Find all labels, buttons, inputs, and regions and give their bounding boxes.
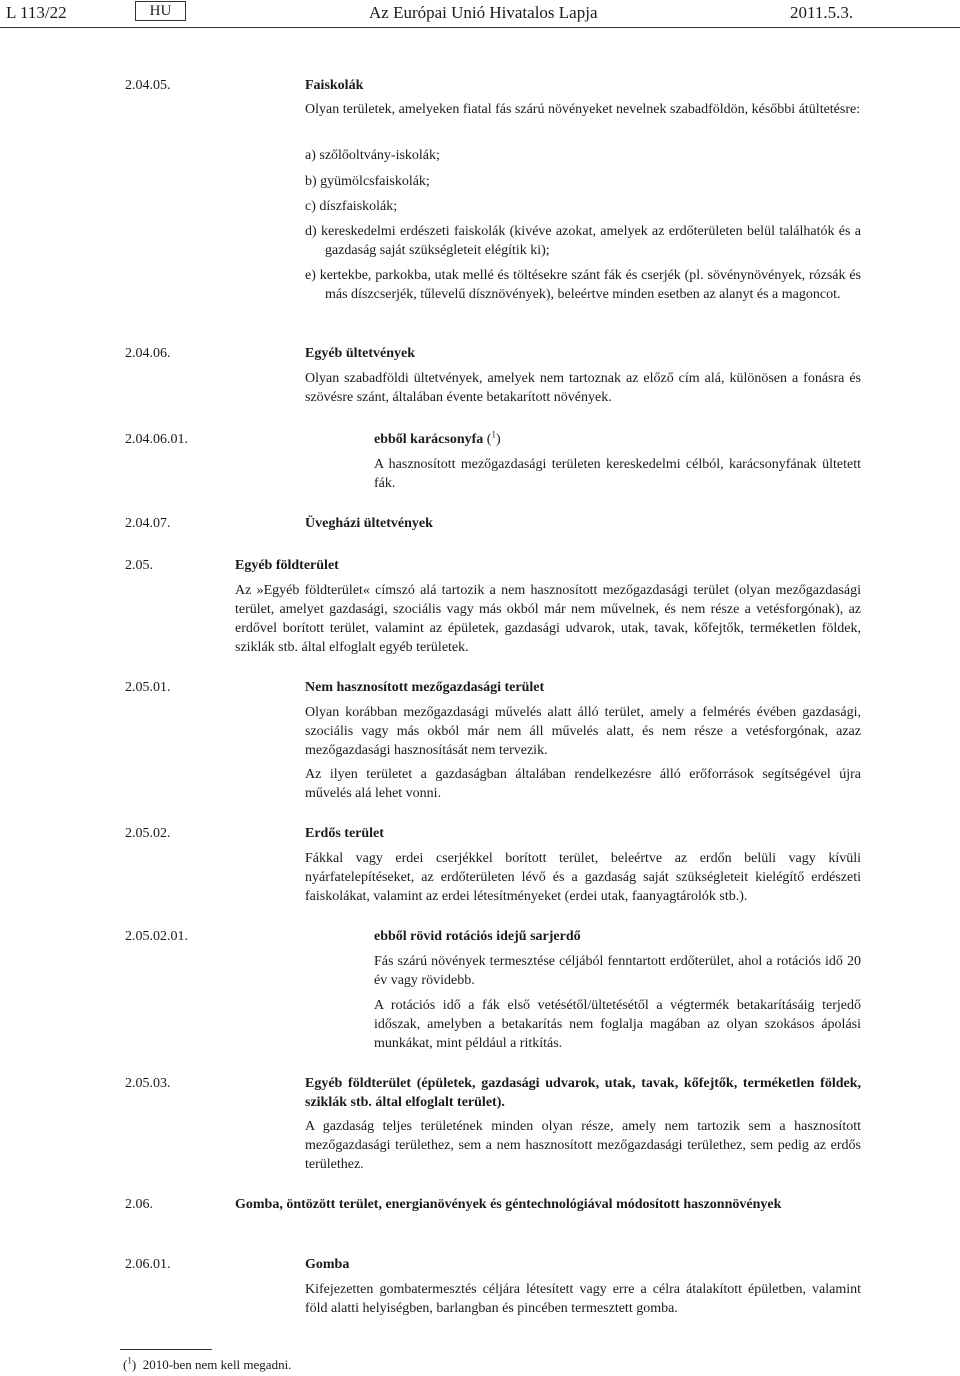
section-text: Olyan szabadföldi ültetvények, amelyek nem tartoznak az előző cím alá, különösen a fonásra és szövésre szánt, általában évente betakarított növények. bbox=[305, 371, 861, 405]
section-code: 2.04.07. bbox=[125, 516, 171, 531]
section-text: Fás szárú növények termesztése céljából fenntartott erdőterület, ahol a rotációs idő 20 év vagy rövidebb. bbox=[374, 954, 861, 988]
list-item: c) díszfaiskolák; bbox=[305, 199, 398, 214]
section-title: ebből rövid rotációs idejű sarjerdő bbox=[374, 929, 581, 944]
list-item: a) szőlőoltvány-iskolák; bbox=[305, 148, 440, 163]
section-code: 2.05.02. bbox=[125, 826, 171, 841]
footnote-text: 2010-ben nem kell megadni. bbox=[142, 1357, 292, 1372]
section-title: Üvegházi ültetvények bbox=[305, 516, 433, 531]
journal-title: Az Európai Unió Hivatalos Lapja bbox=[369, 3, 598, 22]
section-code: 2.04.06.01. bbox=[125, 432, 188, 447]
footnote-marker: 1 bbox=[127, 1355, 132, 1366]
list-item: e) kertekbe, parkokba, utak mellé és töltésekre szánt fák és cserjék (pl. sövénynövények, rózsák és más díszcserjék, tűlevelű dísznövények), beleértve minden esetben az alanyt és a magoncot. bbox=[305, 268, 861, 302]
page-reference: L 113/22 bbox=[6, 3, 67, 22]
section-text: Az ilyen területet a gazdaságban általában rendelkezésre álló erőforrások segítségével újra művelés alá lehet vonni. bbox=[305, 767, 861, 801]
section-text: Kifejezetten gombatermesztés céljára létesített vagy erre a célra átalakított épületben, valamint föld alatti helyiségben, barlangban és pincében termesztett gomba. bbox=[305, 1282, 861, 1316]
section-title: Faiskolák bbox=[305, 78, 364, 93]
section-code: 2.05.01. bbox=[125, 680, 171, 695]
issue-date: 2011.5.3. bbox=[790, 3, 854, 22]
section-title: Gomba, öntözött terület, energianövények és géntechnológiával módosított haszonnövények bbox=[235, 1197, 782, 1212]
section-text: Fákkal vagy erdei cserjékkel borított terület, beleértve az erdőn belüli vagy kívüli nyárfatelepítéseket, az erdőterületen lévő és a gazdaság saját szükségleteit kielégítő erdészeti faiskolákat, valamint az erdei létesítményeket (erdei utak, faanyagtárolók stb.). bbox=[305, 851, 861, 904]
page-header bbox=[0, 0, 960, 27]
section-text: A hasznosított mezőgazdasági területen kereskedelmi célból, karácsonyfának ültetett fák. bbox=[374, 457, 861, 491]
section-code: 2.05.02.01. bbox=[125, 929, 188, 944]
section-title: Erdős terület bbox=[305, 826, 384, 841]
header-divider bbox=[0, 27, 960, 28]
section-title: Nem hasznosított mezőgazdasági terület bbox=[305, 680, 545, 695]
section-title: Gomba bbox=[305, 1257, 350, 1272]
section-title: ebből karácsonyfa bbox=[374, 432, 484, 447]
section-code: 2.05. bbox=[125, 558, 153, 573]
section-title: Egyéb földterület bbox=[235, 558, 339, 573]
section-text: Olyan korábban mezőgazdasági művelés alatt álló terület, amely a felmérés évében gazdasági, szociális vagy más okból már nem áll művelés alatt, és nem része a vetésforgónak, azaz mezőgazdasági hasznosítását nem tervezik. bbox=[305, 705, 861, 758]
section-text: A gazdaság teljes területének minden olyan része, amely nem tartozik sem a hasznosított mezőgazdasági területhez, sem a nem hasznosított mezőgazdasági területhez, sem pedig az erdős területhez. bbox=[305, 1119, 861, 1172]
list-item: b) gyümölcsfaiskolák; bbox=[305, 174, 430, 189]
footnote-divider bbox=[120, 1349, 212, 1350]
footnote-ref: 1 bbox=[491, 429, 496, 440]
section-text: Az »Egyéb földterület« címszó alá tartozik a nem hasznosított mezőgazdasági terület (olyan mezőgazdasági terület, amelyet gazdasági, szociális vagy más okból már nem művelnek, és nem része a vetésforgónak), az erdővel borított terület, valamint az épületek, gazdasági udvarok, utak, tavak, kőfejtők, terméketlen földek, sziklák stb. által elfoglalt egyéb területek. bbox=[235, 583, 861, 655]
section-code: 2.05.03. bbox=[125, 1076, 171, 1091]
footnote: ($^1$) 2010-ben nem kell megadni. bbox=[123, 1355, 292, 1372]
section-code: 2.04.05. bbox=[125, 78, 171, 93]
section-text: A rotációs idő a fák első vetésétől/ültetésétől a végtermék betakarításáig terjedő időszak, amelyben a betakarítás nem foglalja magában az olyan szokásos ápolási munkákat, mint például a ritkítás. bbox=[374, 998, 861, 1051]
section-heading: ebből karácsonyfa ($^1$) bbox=[374, 429, 501, 447]
language-badge: HU bbox=[135, 1, 186, 21]
section-text: Olyan területek, amelyeken fiatal fás szárú növényeket nevelnek szabadföldön, későbbi átültetésre: bbox=[305, 102, 861, 117]
section-title: Egyéb ültetvények bbox=[305, 346, 416, 361]
section-code: 2.04.06. bbox=[125, 346, 171, 361]
section-code: 2.06.01. bbox=[125, 1257, 171, 1272]
section-title: Egyéb földterület (épületek, gazdasági udvarok, utak, tavak, kőfejtők, terméketlen földek, sziklák stb. által elfoglalt terület). bbox=[305, 1076, 861, 1110]
section-code: 2.06. bbox=[125, 1197, 153, 1212]
list-item: d) kereskedelmi erdészeti faiskolák (kivéve azokat, amelyek az erdőterületen belül találhatók és a gazdaság saját szükségleteit elégítik ki); bbox=[305, 224, 861, 258]
